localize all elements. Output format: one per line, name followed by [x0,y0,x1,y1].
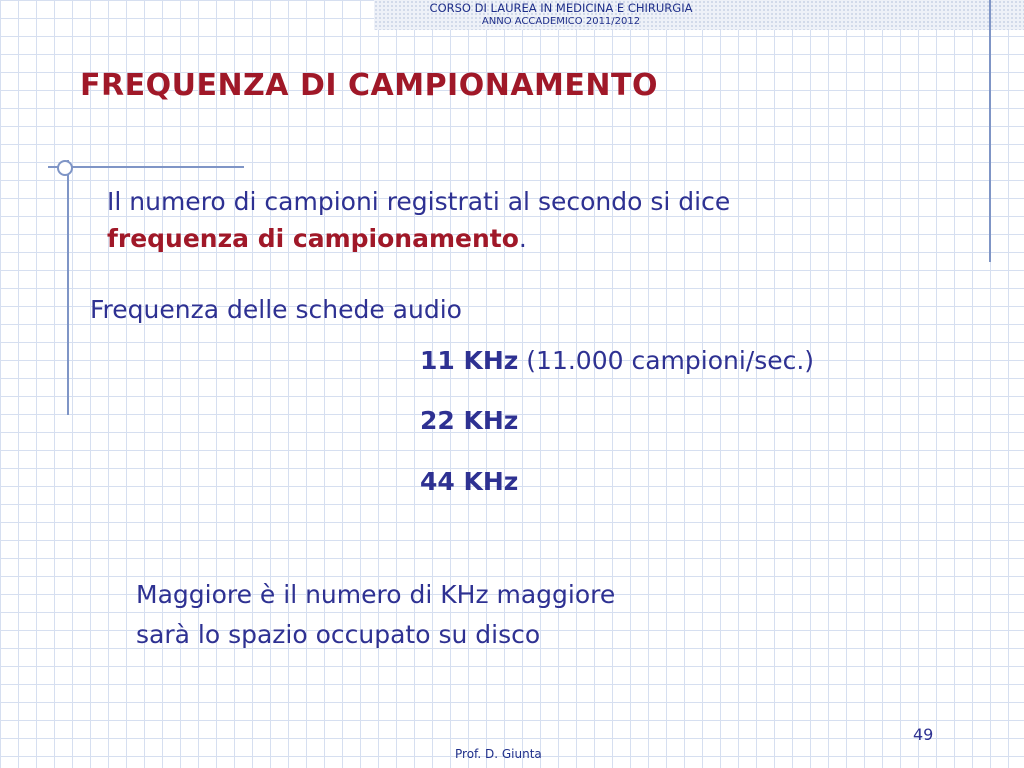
academic-year: ANNO ACCADEMICO 2011/2012 [481,16,641,27]
decorative-left-line [67,160,69,415]
frequency-item [420,404,518,438]
course-name: CORSO DI LAUREA IN MEDICINA E CHIRURGIA [429,1,693,15]
disk-space-note [136,575,615,655]
frequency-value: 22 KHz [420,406,519,435]
audio-card-heading: Frequenza delle schede audio [90,295,462,324]
decorative-circle [57,160,73,176]
frequency-value: 11 KHz [420,346,519,375]
definition-paragraph [107,183,730,257]
slide-title: FREQUENZA DI CAMPIONAMENTO [80,68,658,103]
definition-line: Il numero di campioni registrati al secondo si dice [107,187,731,216]
definition-term-line [107,220,730,257]
frequency-value: 44 KHz [420,467,519,496]
frequency-item [420,344,814,378]
note-line: sarà lo spazio occupato su disco [136,620,541,649]
decorative-right-line [989,0,991,262]
decorative-underline [48,166,244,168]
frequency-item [420,465,518,499]
note-line: Maggiore è il numero di KHz maggiore [136,580,616,609]
frequency-note: (11.000 campioni/sec.) [518,346,815,375]
course-header [374,1,748,28]
term-highlight: frequenza di campionamento [107,224,519,253]
term-period: . [518,224,527,253]
page-number: 49 [913,725,934,744]
footer-author: Prof. D. Giunta [455,747,542,761]
